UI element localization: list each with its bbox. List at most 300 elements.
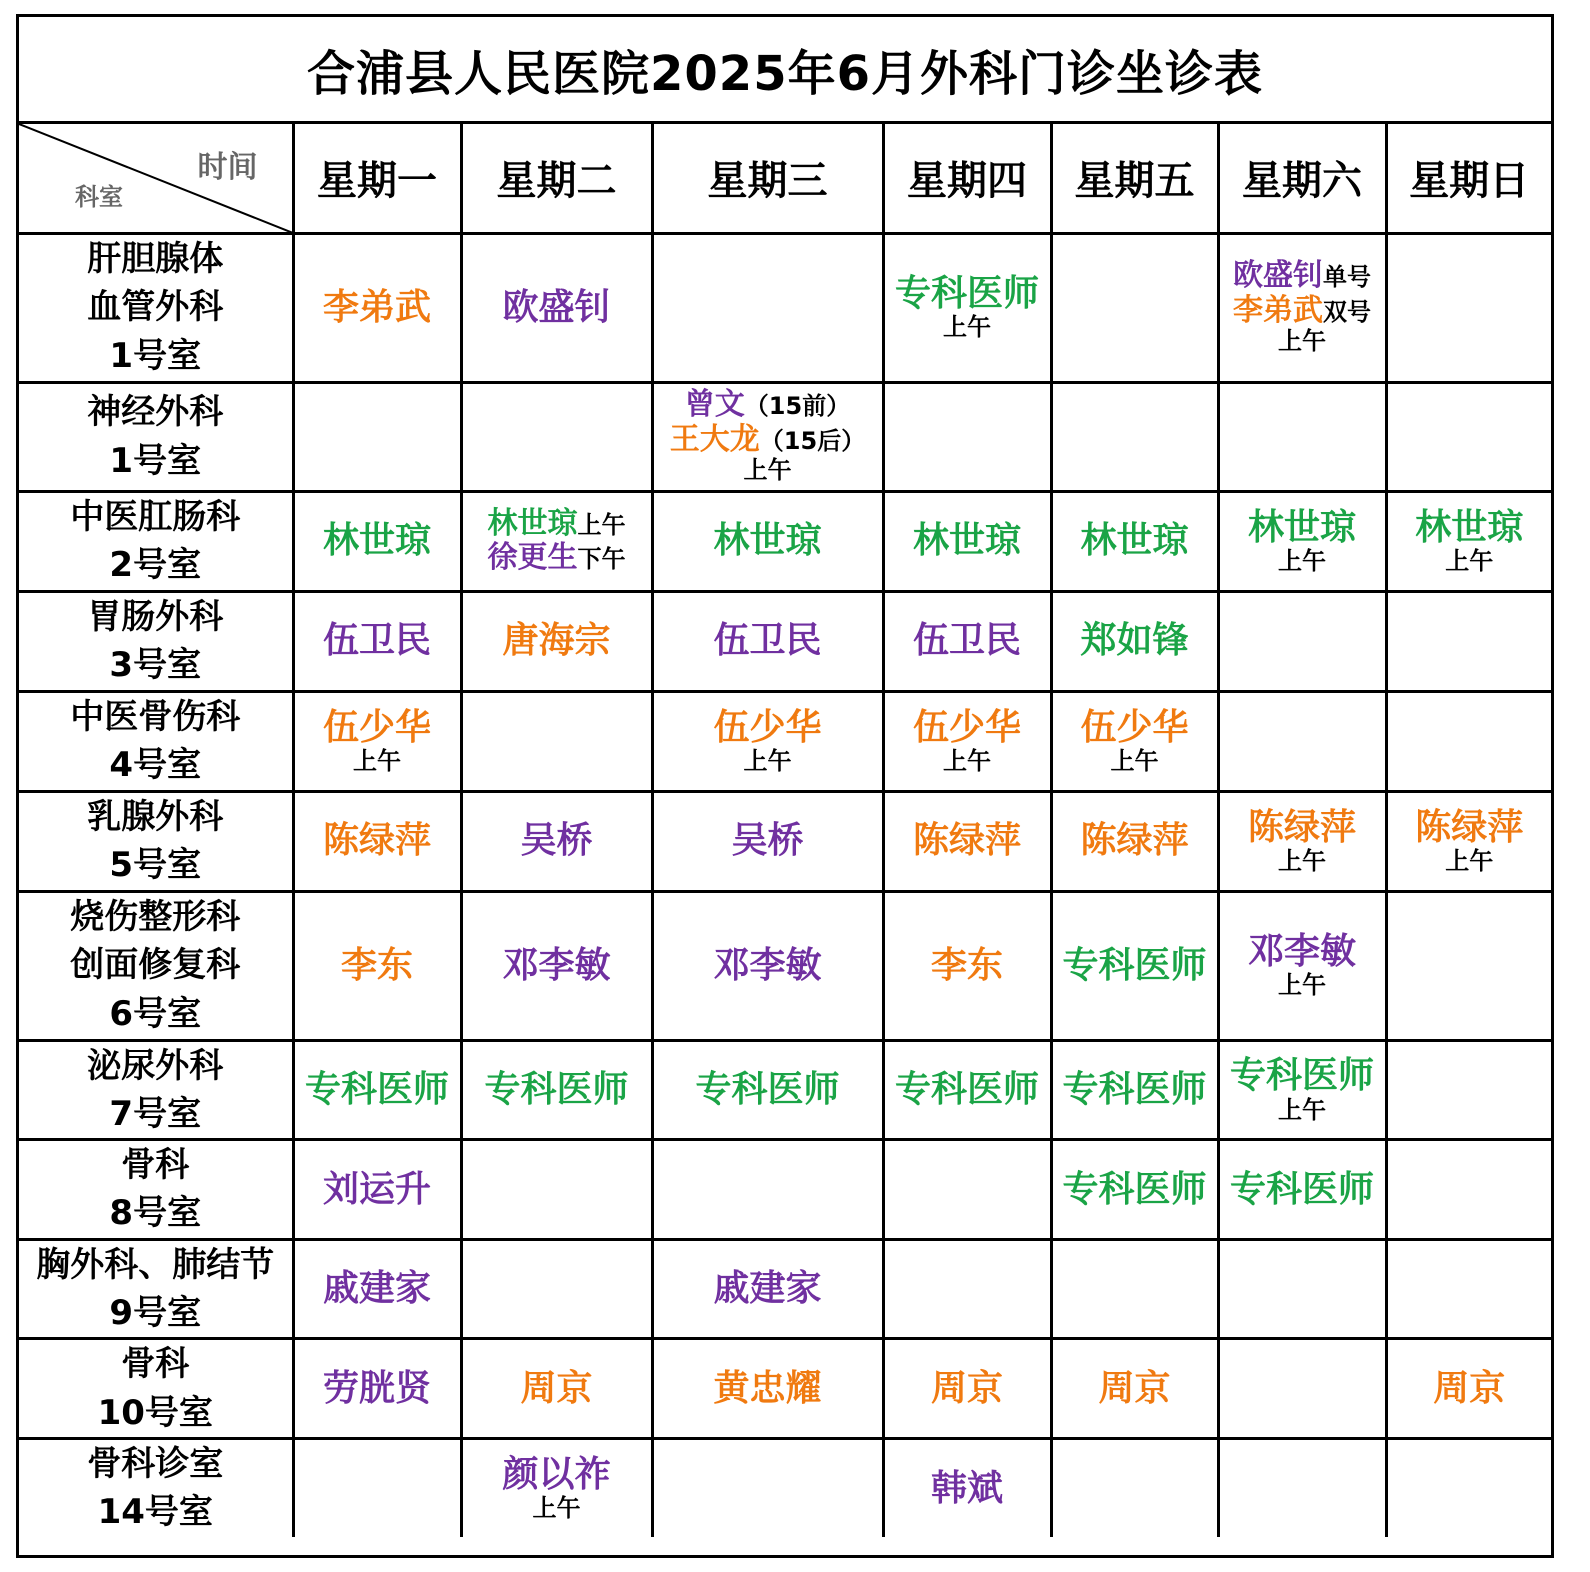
schedule-cell bbox=[293, 1239, 461, 1339]
doctor-entry bbox=[713, 520, 821, 561]
doctor-entry bbox=[713, 945, 821, 986]
doctor-name: 戚建家 bbox=[322, 1268, 431, 1310]
schedule-cell bbox=[883, 1040, 1051, 1140]
schedule-cell bbox=[293, 591, 461, 691]
schedule-cell bbox=[1218, 1140, 1386, 1240]
day-header-fri: 星期五 bbox=[1051, 124, 1218, 233]
doctor-name: 伍卫民 bbox=[713, 620, 822, 662]
schedule-cell bbox=[1386, 691, 1551, 791]
session-time: 上午 bbox=[1278, 327, 1326, 356]
session-entry bbox=[744, 457, 792, 485]
doctor-name: 吴桥 bbox=[731, 820, 804, 862]
schedule-row bbox=[19, 891, 1551, 1040]
dept-label-line: 烧伤整形科 bbox=[70, 897, 241, 938]
doctor-name: 王大龙 bbox=[669, 421, 760, 457]
doctor-entry bbox=[895, 273, 1039, 314]
schedule-cell bbox=[1218, 382, 1386, 491]
doctor-entry bbox=[323, 620, 431, 661]
cell-content bbox=[654, 1069, 882, 1110]
doctor-name: 专科医师 bbox=[1229, 1055, 1374, 1097]
dept-label-line: 1号室 bbox=[109, 335, 202, 376]
cell-content bbox=[654, 620, 882, 661]
session-note: （15后） bbox=[759, 426, 866, 455]
schedule-cell bbox=[293, 1040, 461, 1140]
schedule-cell bbox=[883, 591, 1051, 691]
schedule-sheet bbox=[16, 14, 1554, 1558]
schedule-cell bbox=[461, 382, 652, 491]
doctor-entry bbox=[913, 707, 1021, 748]
schedule-row bbox=[19, 233, 1551, 382]
schedule-cell bbox=[461, 233, 652, 382]
schedule-cell bbox=[1386, 1339, 1551, 1439]
session-time: 上午 bbox=[1278, 971, 1326, 1000]
schedule-cell bbox=[1218, 1439, 1386, 1537]
doctor-name: 吴桥 bbox=[520, 820, 593, 862]
doctor-entry bbox=[1233, 294, 1371, 329]
dept-label-line: 神经外科 bbox=[87, 392, 224, 433]
doctor-name: 李弟武 bbox=[322, 286, 431, 328]
cell-content bbox=[654, 388, 882, 485]
schedule-cell bbox=[293, 891, 461, 1040]
schedule-cell bbox=[1386, 233, 1551, 382]
session-entry bbox=[744, 748, 792, 776]
doctor-entry bbox=[713, 1368, 821, 1409]
schedule-cell bbox=[883, 382, 1051, 491]
doctor-entry bbox=[323, 1169, 431, 1210]
doctor-entry bbox=[520, 1368, 592, 1409]
schedule-table bbox=[19, 124, 1551, 1537]
cell-content bbox=[885, 620, 1050, 661]
schedule-cell bbox=[1051, 891, 1218, 1040]
cell-content bbox=[295, 620, 460, 661]
doctor-name: 周京 bbox=[1433, 1367, 1506, 1409]
doctor-entry bbox=[1248, 807, 1356, 848]
schedule-cell bbox=[652, 591, 883, 691]
dept-label-line: 骨科 bbox=[121, 1145, 190, 1186]
session-time: 上午 bbox=[1278, 546, 1326, 575]
dept-label-line: 2号室 bbox=[109, 545, 202, 585]
cell-content bbox=[1220, 507, 1385, 576]
schedule-cell bbox=[461, 791, 652, 891]
doctor-entry bbox=[1080, 707, 1188, 748]
day-header-wed: 星期三 bbox=[652, 124, 883, 233]
doctor-name: 陈绿萍 bbox=[1415, 806, 1524, 848]
dept-label-line: 中医肛肠科 bbox=[70, 496, 241, 537]
doctor-name: 周京 bbox=[1098, 1367, 1171, 1409]
cell-content bbox=[1388, 807, 1552, 876]
doctor-name: 周京 bbox=[520, 1367, 593, 1409]
doctor-entry bbox=[1230, 1169, 1374, 1210]
schedule-cell bbox=[652, 691, 883, 791]
session-note: 下午 bbox=[577, 545, 626, 573]
doctor-name: 曾文 bbox=[684, 387, 745, 423]
corner-header-cell bbox=[19, 124, 293, 233]
session-entry bbox=[533, 1495, 581, 1523]
session-entry bbox=[1278, 1097, 1326, 1125]
cell-content bbox=[1053, 945, 1217, 986]
schedule-cell bbox=[1386, 1439, 1551, 1537]
schedule-cell bbox=[461, 1140, 652, 1240]
cell-content bbox=[295, 820, 460, 861]
session-entry bbox=[943, 748, 991, 776]
schedule-cell bbox=[652, 1239, 883, 1339]
doctor-entry bbox=[520, 820, 592, 861]
session-note: 双号 bbox=[1323, 297, 1371, 326]
cell-content bbox=[1053, 820, 1217, 861]
schedule-cell bbox=[293, 1439, 461, 1537]
schedule-cell bbox=[1218, 591, 1386, 691]
dept-label-line: 泌尿外科 bbox=[87, 1045, 224, 1086]
doctor-entry bbox=[323, 707, 431, 748]
schedule-cell bbox=[1218, 1239, 1386, 1339]
dept-cell bbox=[19, 1040, 293, 1140]
schedule-cell bbox=[883, 1140, 1051, 1240]
doctor-entry bbox=[341, 945, 413, 986]
doctor-name: 劳胱贤 bbox=[322, 1367, 431, 1409]
session-note: 上午 bbox=[577, 510, 626, 539]
session-entry bbox=[943, 314, 991, 342]
doctor-entry bbox=[305, 1069, 449, 1110]
dept-label-line: 中医骨伤科 bbox=[70, 696, 241, 737]
doctor-name: 林世琼 bbox=[1080, 520, 1189, 562]
session-time: 上午 bbox=[532, 1494, 581, 1523]
schedule-cell bbox=[293, 491, 461, 591]
schedule-row bbox=[19, 591, 1551, 691]
session-time: 上午 bbox=[743, 746, 792, 775]
doctor-entry bbox=[931, 1468, 1003, 1509]
doctor-name: 专科医师 bbox=[304, 1069, 449, 1111]
schedule-cell bbox=[293, 1140, 461, 1240]
cell-content bbox=[295, 1268, 460, 1309]
schedule-body bbox=[19, 124, 1551, 1537]
schedule-cell bbox=[652, 1439, 883, 1537]
cell-content bbox=[1220, 1055, 1385, 1124]
doctor-entry bbox=[713, 620, 821, 661]
schedule-cell bbox=[1218, 791, 1386, 891]
day-header-mon: 星期一 bbox=[293, 124, 461, 233]
cell-content bbox=[1220, 1169, 1385, 1210]
schedule-cell bbox=[1051, 491, 1218, 591]
doctor-entry bbox=[713, 707, 821, 748]
doctor-entry bbox=[502, 620, 610, 661]
cell-content bbox=[885, 520, 1050, 561]
schedule-cell bbox=[461, 891, 652, 1040]
schedule-cell bbox=[1051, 233, 1218, 382]
doctor-entry bbox=[323, 1368, 431, 1409]
schedule-cell bbox=[652, 1140, 883, 1240]
cell-content bbox=[295, 1368, 460, 1409]
doctor-entry bbox=[1233, 259, 1371, 294]
schedule-row bbox=[19, 1239, 1551, 1339]
doctor-entry bbox=[685, 388, 850, 423]
schedule-cell bbox=[293, 233, 461, 382]
dept-label-line: 创面修复科 bbox=[70, 945, 241, 986]
dept-label-line: 5号室 bbox=[109, 845, 202, 885]
session-entry bbox=[1278, 328, 1326, 356]
session-entry bbox=[1111, 748, 1159, 776]
doctor-entry bbox=[913, 820, 1021, 861]
doctor-name: 徐更生 bbox=[487, 540, 578, 575]
schedule-cell bbox=[1386, 1140, 1551, 1240]
doctor-entry bbox=[1415, 507, 1523, 548]
doctor-name: 颜以祚 bbox=[502, 1453, 611, 1495]
schedule-cell bbox=[652, 233, 883, 382]
schedule-cell bbox=[293, 791, 461, 891]
doctor-name: 陈绿萍 bbox=[912, 820, 1021, 862]
session-time: 上午 bbox=[943, 746, 991, 775]
doctor-name: 林世琼 bbox=[1415, 506, 1524, 548]
cell-content bbox=[463, 507, 651, 576]
cell-content bbox=[885, 707, 1050, 776]
doctor-entry bbox=[323, 1268, 431, 1309]
schedule-cell bbox=[652, 791, 883, 891]
schedule-cell bbox=[883, 491, 1051, 591]
schedule-cell bbox=[883, 791, 1051, 891]
cell-content bbox=[1053, 1169, 1217, 1210]
schedule-cell bbox=[1386, 382, 1551, 491]
schedule-cell bbox=[1051, 382, 1218, 491]
schedule-row bbox=[19, 1439, 1551, 1537]
schedule-cell bbox=[1051, 1439, 1218, 1537]
cell-content bbox=[885, 273, 1050, 342]
doctor-name: 周京 bbox=[930, 1367, 1003, 1409]
doctor-name: 专科医师 bbox=[894, 273, 1039, 314]
schedule-cell bbox=[1218, 491, 1386, 591]
schedule-cell bbox=[1051, 1339, 1218, 1439]
dept-label-line: 乳腺外科 bbox=[87, 796, 224, 837]
doctor-entry bbox=[502, 1454, 610, 1495]
cell-content bbox=[1220, 807, 1385, 876]
session-time: 上午 bbox=[1445, 846, 1494, 875]
session-time: 上午 bbox=[1110, 746, 1159, 775]
schedule-cell bbox=[293, 691, 461, 791]
dept-label-line: 血管外科 bbox=[87, 287, 224, 328]
doctor-name: 黄忠耀 bbox=[713, 1367, 822, 1409]
doctor-name: 伍卫民 bbox=[912, 620, 1021, 662]
schedule-row bbox=[19, 1339, 1551, 1439]
cell-content bbox=[885, 1368, 1050, 1409]
cell-content bbox=[1053, 707, 1217, 776]
schedule-cell bbox=[1386, 891, 1551, 1040]
doctor-name: 专科医师 bbox=[484, 1069, 629, 1111]
doctor-entry bbox=[913, 620, 1021, 661]
schedule-cell bbox=[1051, 1239, 1218, 1339]
doctor-name: 伍少华 bbox=[1080, 706, 1189, 748]
dept-cell bbox=[19, 382, 293, 491]
doctor-entry bbox=[488, 507, 626, 542]
schedule-cell bbox=[461, 1439, 652, 1537]
schedule-cell bbox=[652, 891, 883, 1040]
cell-content bbox=[654, 820, 882, 861]
schedule-cell bbox=[461, 691, 652, 791]
schedule-cell bbox=[1218, 233, 1386, 382]
dept-cell bbox=[19, 1140, 293, 1240]
dept-label-line: 3号室 bbox=[109, 645, 202, 685]
doctor-name: 林世琼 bbox=[487, 505, 578, 541]
doctor-entry bbox=[895, 1069, 1039, 1110]
schedule-row bbox=[19, 791, 1551, 891]
doctor-name: 李东 bbox=[340, 944, 413, 986]
doctor-entry bbox=[502, 945, 610, 986]
doctor-entry bbox=[1433, 1368, 1505, 1409]
cell-content bbox=[1053, 1368, 1217, 1409]
dept-label-line: 14号室 bbox=[97, 1492, 213, 1533]
doctor-entry bbox=[1248, 507, 1356, 548]
dept-cell bbox=[19, 233, 293, 382]
cell-content bbox=[295, 287, 460, 328]
dept-label-line: 骨科诊室 bbox=[87, 1444, 224, 1485]
header-row bbox=[19, 124, 1551, 233]
doctor-entry bbox=[713, 1268, 821, 1309]
doctor-entry bbox=[695, 1069, 839, 1110]
session-entry bbox=[1445, 848, 1493, 876]
doctor-name: 陈绿萍 bbox=[322, 820, 431, 862]
doctor-name: 专科医师 bbox=[894, 1069, 1039, 1111]
schedule-cell bbox=[1051, 691, 1218, 791]
cell-content bbox=[885, 820, 1050, 861]
doctor-entry bbox=[1080, 820, 1188, 861]
schedule-row bbox=[19, 382, 1551, 491]
doctor-entry bbox=[484, 1069, 628, 1110]
doctor-entry bbox=[1080, 620, 1188, 661]
doctor-name: 伍少华 bbox=[912, 706, 1021, 748]
cell-content bbox=[654, 1368, 882, 1409]
day-header-sun: 星期日 bbox=[1386, 124, 1551, 233]
doctor-name: 林世琼 bbox=[1247, 506, 1356, 548]
cell-content bbox=[463, 945, 651, 986]
cell-content bbox=[1220, 259, 1385, 356]
cell-content bbox=[463, 620, 651, 661]
doctor-name: 伍少华 bbox=[713, 706, 822, 748]
doctor-entry bbox=[1098, 1368, 1170, 1409]
doctor-entry bbox=[1080, 520, 1188, 561]
day-header-thu: 星期四 bbox=[883, 124, 1051, 233]
session-entry bbox=[1278, 848, 1326, 876]
session-time: 上午 bbox=[353, 746, 401, 775]
dept-cell bbox=[19, 1439, 293, 1537]
cell-content bbox=[885, 945, 1050, 986]
doctor-entry bbox=[1062, 1069, 1206, 1110]
session-time: 上午 bbox=[943, 313, 991, 342]
schedule-cell bbox=[1051, 591, 1218, 691]
cell-content bbox=[1388, 1368, 1552, 1409]
schedule-cell bbox=[883, 1339, 1051, 1439]
schedule-cell bbox=[652, 1339, 883, 1439]
doctor-name: 专科医师 bbox=[1062, 1168, 1207, 1210]
doctor-name: 郑如锋 bbox=[1080, 620, 1189, 662]
session-note: （15前） bbox=[744, 392, 851, 421]
schedule-cell bbox=[293, 382, 461, 491]
schedule-row bbox=[19, 1040, 1551, 1140]
dept-label-line: 4号室 bbox=[109, 745, 202, 785]
doctor-name: 李东 bbox=[930, 944, 1003, 986]
doctor-entry bbox=[670, 423, 865, 458]
cell-content bbox=[295, 1169, 460, 1210]
cell-content bbox=[295, 945, 460, 986]
schedule-cell bbox=[1386, 491, 1551, 591]
schedule-cell bbox=[1218, 1040, 1386, 1140]
schedule-row bbox=[19, 1140, 1551, 1240]
schedule-cell bbox=[1051, 1040, 1218, 1140]
schedule-cell bbox=[1386, 1239, 1551, 1339]
doctor-entry bbox=[931, 1368, 1003, 1409]
doctor-name: 唐海宗 bbox=[502, 620, 611, 662]
schedule-cell bbox=[883, 691, 1051, 791]
doctor-name: 陈绿萍 bbox=[1247, 806, 1356, 848]
schedule-cell bbox=[461, 1339, 652, 1439]
schedule-cell bbox=[1386, 1040, 1551, 1140]
schedule-cell bbox=[1386, 591, 1551, 691]
schedule-cell bbox=[1051, 791, 1218, 891]
schedule-cell bbox=[1218, 891, 1386, 1040]
day-header-tue: 星期二 bbox=[461, 124, 652, 233]
dept-cell bbox=[19, 891, 293, 1040]
schedule-cell bbox=[1051, 1140, 1218, 1240]
day-header-sat: 星期六 bbox=[1218, 124, 1386, 233]
schedule-cell bbox=[1386, 791, 1551, 891]
schedule-cell bbox=[461, 491, 652, 591]
dept-label-line: 肝胆腺体 bbox=[87, 239, 224, 280]
doctor-entry bbox=[1062, 1169, 1206, 1210]
schedule-cell bbox=[461, 1239, 652, 1339]
cell-content bbox=[1220, 931, 1385, 1000]
schedule-cell bbox=[461, 591, 652, 691]
cell-content bbox=[295, 520, 460, 561]
dept-label-line: 10号室 bbox=[97, 1392, 213, 1433]
doctor-name: 专科医师 bbox=[1062, 1069, 1207, 1111]
time-header-label: 时间 bbox=[197, 150, 258, 185]
schedule-row bbox=[19, 691, 1551, 791]
cell-content bbox=[654, 1268, 882, 1309]
session-time: 上午 bbox=[743, 456, 792, 485]
cell-content bbox=[654, 707, 882, 776]
dept-cell bbox=[19, 791, 293, 891]
doctor-entry bbox=[931, 945, 1003, 986]
dept-cell bbox=[19, 1239, 293, 1339]
doctor-entry bbox=[913, 520, 1021, 561]
dept-label-line: 胃肠外科 bbox=[87, 596, 224, 637]
doctor-name: 林世琼 bbox=[322, 520, 431, 562]
dept-cell bbox=[19, 691, 293, 791]
doctor-entry bbox=[323, 820, 431, 861]
session-entry bbox=[1278, 972, 1326, 1000]
cell-content bbox=[463, 1069, 651, 1110]
doctor-name: 李弟武 bbox=[1233, 292, 1323, 328]
cell-content bbox=[1388, 507, 1552, 576]
cell-content bbox=[1053, 620, 1217, 661]
doctor-name: 邓李敏 bbox=[713, 944, 822, 986]
cell-content bbox=[885, 1468, 1050, 1509]
doctor-name: 邓李敏 bbox=[502, 944, 611, 986]
doctor-name: 林世琼 bbox=[912, 520, 1021, 562]
doctor-name: 林世琼 bbox=[713, 520, 822, 562]
schedule-cell bbox=[1218, 691, 1386, 791]
schedule-cell bbox=[883, 1239, 1051, 1339]
dept-label-line: 1号室 bbox=[109, 440, 202, 481]
doctor-name: 伍少华 bbox=[322, 706, 431, 748]
cell-content bbox=[1053, 1069, 1217, 1110]
doctor-entry bbox=[1230, 1055, 1374, 1096]
schedule-row bbox=[19, 491, 1551, 591]
session-note: 单号 bbox=[1323, 263, 1371, 292]
doctor-name: 陈绿萍 bbox=[1080, 820, 1189, 862]
doctor-entry bbox=[323, 520, 431, 561]
dept-cell bbox=[19, 491, 293, 591]
session-time: 上午 bbox=[1278, 1095, 1326, 1124]
schedule-cell bbox=[652, 1040, 883, 1140]
doctor-entry bbox=[1248, 931, 1356, 972]
cell-content bbox=[463, 1454, 651, 1523]
